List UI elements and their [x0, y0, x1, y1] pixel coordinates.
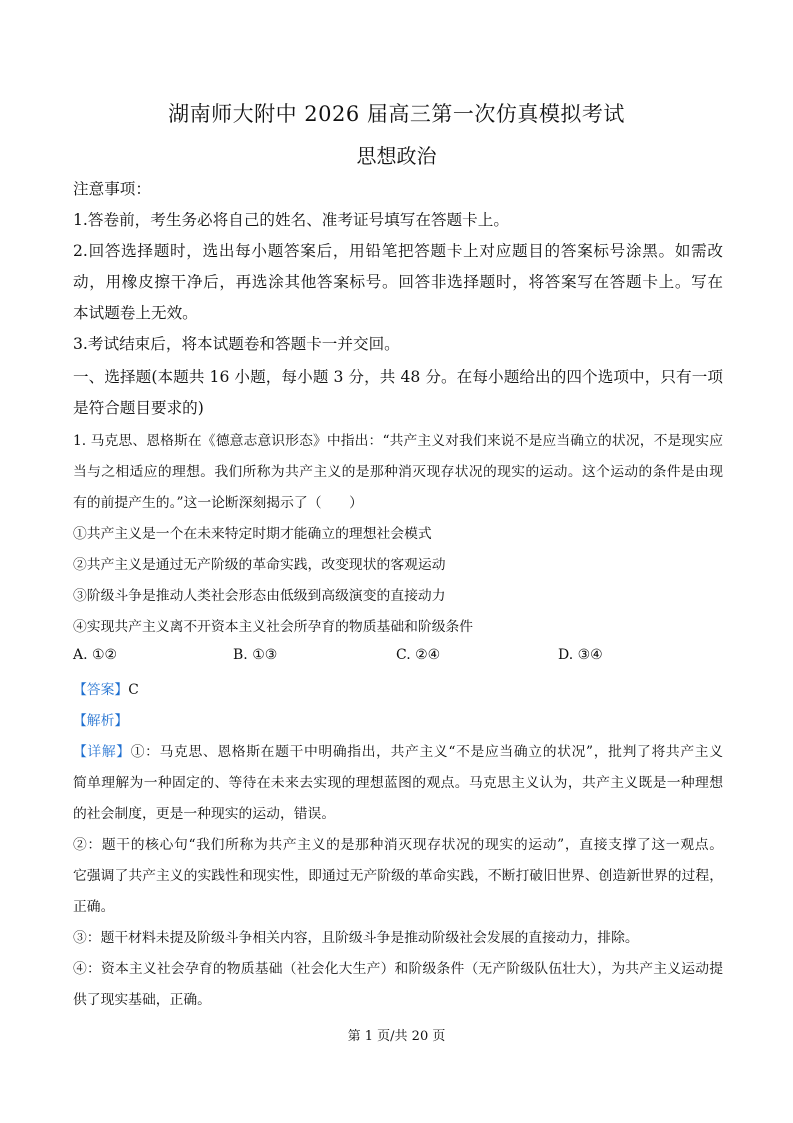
option-d: D. ③④ [558, 647, 603, 663]
detail2-line-3: 正确。 [73, 899, 115, 915]
section-heading-line-1: 一、选择题(本题共 16 小题，每小题 3 分，共 48 分。在每小题给出的四个选项中，只有一项 [73, 368, 723, 386]
detail4-line-2: 供了现实基础，正确。 [73, 992, 211, 1008]
analysis-tag: 【解析】 [73, 713, 129, 729]
detail-line-2: 简单理解为一种固定的、等待在未来去实现的理想蓝图的观点。马克思主义认为，共产主义既是一种理想 [73, 775, 723, 791]
notice-item-2-line-2: 动，用橡皮擦干净后，再选涂其他答案标号。回答非选择题时，将答案写在答题卡上。写在 [73, 273, 723, 291]
detail4-line-1: ④：资本主义社会孕育的物质基础（社会化大生产）和阶级条件（无产阶级队伍壮大），为共产主义运动提 [73, 961, 723, 977]
exam-title: 湖南师大附中 2026 届高三第一次仿真模拟考试 [168, 102, 625, 126]
subject-title: 思想政治 [356, 144, 437, 168]
page-number: 第 1 页/共 20 页 [347, 1029, 446, 1044]
section-heading-line-2: 是符合题目要求的) [73, 399, 204, 417]
detail3-line: ③：题干材料未提及阶级斗争相关内容，且阶级斗争是推动阶级社会发展的直接动力，排除。 [73, 930, 639, 946]
detail2-line-1: ②：题干的核心句“我们所称为共产主义的是那种消灭现存状况的现实的运动”，直接支撑了这一观点。 [73, 837, 723, 853]
answer-line [73, 678, 723, 698]
statement-4: ④实现共产主义离不开资本主义社会所孕育的物质基础和阶级条件 [73, 619, 474, 635]
notice-item-3: 3.考试结束后，将本试题卷和答题卡一并交回。 [73, 335, 400, 353]
statement-2: ②共产主义是通过无产阶级的革命实践，改变现状的客观运动 [73, 557, 446, 573]
option-c: C. ②④ [396, 647, 441, 663]
question-stem-line-1: 1. 马克思、恩格斯在《德意志意识形态》中指出：“共产主义对我们来说不是应当确立的状况，不是现实应 [73, 433, 723, 449]
notice-item-2-line-1: 2.回答选择题时，选出每小题答案后，用铅笔把答题卡上对应题目的答案标号涂黑。如需改 [73, 242, 723, 260]
detail-line-3: 的社会制度，更是一种现实的运动，错误。 [73, 806, 336, 822]
notice-heading: 注意事项： [73, 180, 151, 198]
analysis-line [73, 709, 723, 729]
option-b: B. ①③ [233, 647, 278, 663]
answer-value: C [128, 682, 139, 698]
question-stem-line-2: 当与之相适应的理想。我们所称为共产主义的是那种消灭现存状况的现实的运动。这个运动的条件是由现 [73, 464, 723, 480]
detail2-line-2: 它强调了共产主义的实践性和现实性，即通过无产阶级的革命实践，不断打破旧世界、创造新世界的过程， [73, 868, 723, 884]
question-stem-line-3: 有的前提产生的。”这一论断深刻揭示了（ ） [73, 495, 363, 511]
detail-line-1 [73, 740, 723, 760]
statement-3: ③阶级斗争是推动人类社会形态由低级到高级演变的直接动力 [73, 588, 446, 604]
notice-item-1: 1.答卷前，考生务必将自己的姓名、准考证号填写在答题卡上。 [73, 211, 509, 229]
detail-tag: 【详解】 [73, 744, 131, 760]
statement-1: ①共产主义是一个在未来特定时期才能确立的理想社会模式 [73, 526, 432, 542]
detail-text-1: ①：马克思、恩格斯在题干中明确指出，共产主义“不是应当确立的状况”，批判了将共产主义 [130, 744, 723, 760]
notice-item-2-line-3: 本试题卷上无效。 [73, 304, 198, 322]
option-a: A. ①② [73, 647, 118, 663]
answer-tag: 【答案】 [73, 682, 129, 698]
